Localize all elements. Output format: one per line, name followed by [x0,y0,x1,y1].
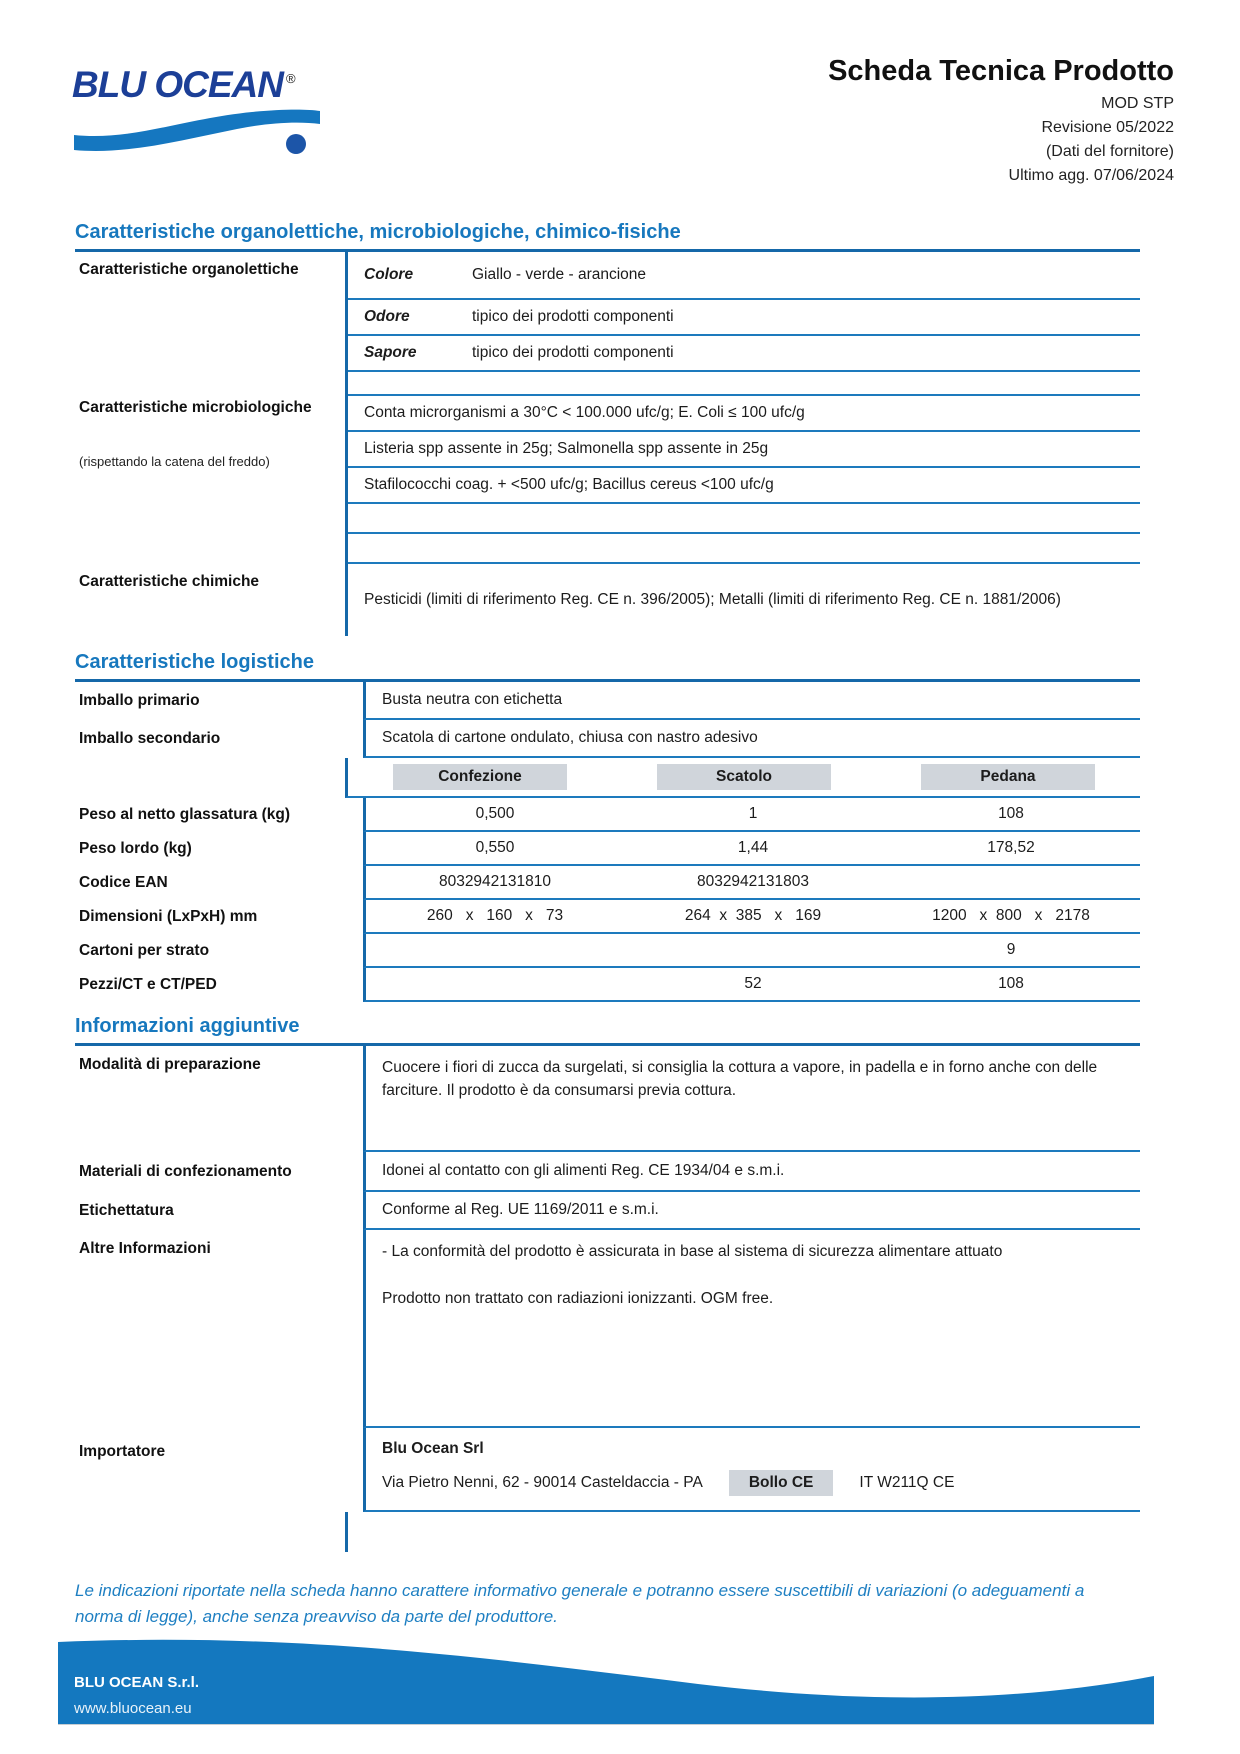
cell-pedana: 108 [998,975,1024,992]
registered-trademark-icon: ® [285,71,295,86]
table-row-materiali [75,1152,1140,1192]
importer-address-line [366,1470,1140,1496]
row-group-label-organolettiche: Caratteristiche organolettiche [79,261,299,278]
footer-wave-icon [58,1632,1154,1724]
column-header-pedana: Pedana [921,764,1095,790]
document-body [75,220,1140,1631]
table-row-dimensioni [75,900,1140,934]
cell-scatolo: 264 x 385 x 169 [684,907,822,924]
table-row-empty [75,1512,1140,1552]
row-value-cell [363,682,1140,720]
row-label: Imballo primario [79,691,200,709]
logo-wave-icon [72,105,324,157]
row-label: Altre Informazioni [79,1240,211,1257]
page-title: Scheda Tecnica Prodotto [828,55,1174,87]
bollo-ce-badge: Bollo CE [729,1470,834,1496]
column-header-confezione: Confezione [393,764,567,790]
table-row-imballo-secondario [75,720,1140,758]
table-row-sapore [348,336,1140,372]
table-row-pezzi-ct [75,968,1140,1002]
section-heading-organolettiche: Caratteristiche organolettiche, microbiologiche, chimico-fisiche [75,221,681,243]
row-label: Dimensioni (LxPxH) mm [79,907,258,925]
cell-scatolo: 1,44 [737,839,769,856]
logo-text: BLU OCEAN [72,64,283,105]
footer-divider [58,1724,1154,1725]
row-value: Conta microrganismi a 30°C < 100.000 ufc/g; E. Coli ≤ 100 ufc/g [364,404,805,421]
row-label: Importatore [79,1443,166,1460]
table-row-etichettatura [75,1192,1140,1230]
cell-pedana: 1200 x 800 x 2178 [932,907,1090,924]
organoleptic-table [75,252,1140,636]
row-label: Odore [364,308,410,325]
row-value: Conforme al Reg. UE 1169/2011 e s.m.i. [382,1201,659,1218]
doc-supplier-data: (Dati del fornitore) [1045,142,1174,160]
doc-last-update: Ultimo agg. 07/06/2024 [1008,166,1174,184]
cell-confezione: 0,500 [475,805,515,822]
column-header-slot [876,764,1140,790]
table-row-empty [348,504,1140,534]
logo-wordmark [72,66,332,103]
section-heading-logistiche: Caratteristiche logistiche [75,651,314,673]
cell-scatolo: 8032942131803 [696,873,810,890]
row-label: Codice EAN [79,873,168,891]
cell-pedana: 9 [1006,941,1016,958]
table-row-importatore [75,1428,1140,1512]
row-values-cell [363,968,1140,1002]
table-row-colore [348,252,1140,300]
row-value: Giallo - verde - arancione [472,266,647,283]
cell-pedana: 178,52 [987,839,1035,856]
cell-confezione: 8032942131810 [438,873,552,890]
table-row-cartoni-per-strato [75,934,1140,968]
row-value-cell [363,1046,1140,1152]
row-value-cell [363,1192,1140,1230]
row-value-conformita: - La conformità del prodotto è assicurata in base al sistema di sicurezza alimentare attuato [382,1243,1003,1260]
footer-band [58,1632,1154,1724]
table-row-conta-microrganismi [348,396,1140,432]
row-values-cell [363,900,1140,934]
row-value-cell [363,1230,1140,1428]
row-label: Imballo secondario [79,729,221,747]
footer-website[interactable]: www.bluocean.eu [74,1700,192,1717]
row-value-cell [363,1152,1140,1192]
table-row-peso-netto [75,798,1140,832]
cell-scatolo: 52 [744,975,762,992]
row-label-empty [75,1512,345,1552]
row-value: tipico dei prodotti componenti [472,344,674,361]
table-row-peso-lordo [75,832,1140,866]
column-header-slot [348,764,612,790]
row-value-cell [345,1512,1140,1552]
row-label: Cartoni per strato [79,941,210,959]
table-row-empty [348,372,1140,396]
title-block [828,56,1174,188]
table-row-imballo-primario [75,682,1140,720]
row-values-cell [363,866,1140,900]
table-right-column [345,252,1140,636]
importer-company: Blu Ocean Srl [382,1440,484,1457]
importer-address: Via Pietro Nenni, 62 - 90014 Casteldaccia - PA [382,1474,703,1491]
cell-scatolo: 1 [748,805,758,822]
document-header [0,0,1240,212]
row-label: Peso lordo (kg) [79,839,192,857]
row-value-cell [363,720,1140,758]
logistics-table [75,682,1140,1002]
table-row-odore [348,300,1140,336]
column-headers-cell [345,758,1140,798]
row-value: Stafilococchi coag. + <500 ufc/g; Bacillus cereus <100 ufc/g [364,476,774,493]
table-row-altre-informazioni [75,1230,1140,1428]
row-values-cell [363,832,1140,866]
row-value: Pesticidi (limiti di riferimento Reg. CE n. 396/2005); Metalli (limiti di riferimento Reg. CE n. 1881/2006) [364,590,1061,608]
table-header-row [75,758,1140,798]
row-values-cell [363,798,1140,832]
row-value: Listeria spp assente in 25g; Salmonella spp assente in 25g [364,440,769,457]
blu-ocean-logo [72,66,332,157]
table-row-pesticidi [348,564,1140,636]
row-value-cell [363,1428,1140,1512]
section-heading-informazioni: Informazioni aggiuntive [75,1015,300,1037]
table-row-listeria-salmonella [348,432,1140,468]
row-label: Etichettatura [79,1201,174,1219]
table-row-codice-ean [75,866,1140,900]
table-row-preparazione [75,1046,1140,1152]
row-label: Peso al netto glassatura (kg) [79,805,291,823]
cell-pedana: 108 [998,805,1024,822]
table-left-column [75,252,345,636]
row-label: Modalità di preparazione [79,1056,261,1073]
row-value: Scatola di cartone ondulato, chiusa con nastro adesivo [382,729,758,746]
row-value: Cuocere i fiori di zucca da surgelati, si consiglia la cottura a vapore, in padella e in forno anche con delle farciture. Il prodotto è da consumarsi previa cottura. [382,1059,1098,1100]
table-row-stafilococchi [348,468,1140,504]
row-value: Busta neutra con etichetta [382,691,563,708]
row-label: Pezzi/CT e CT/PED [79,975,217,993]
additional-info-table [75,1046,1140,1552]
row-value-ogm-free: Prodotto non trattato con radiazioni ionizzanti. OGM free. [382,1290,774,1308]
cell-confezione: 260 x 160 x 73 [426,907,564,924]
column-header-scatolo: Scatolo [657,764,831,790]
row-label: Colore [364,266,414,283]
row-label: Sapore [364,344,417,361]
row-group-label-chimiche: Caratteristiche chimiche [79,573,260,590]
bollo-ce-code: IT W211Q CE [859,1474,955,1491]
row-values-cell [363,934,1140,968]
column-header-slot [612,764,876,790]
row-value: Idonei al contatto con gli alimenti Reg. CE 1934/04 e s.m.i. [382,1162,785,1179]
row-label-empty [75,758,345,798]
footer-company: BLU OCEAN S.r.l. [74,1674,200,1691]
disclaimer-text: Le indicazioni riportate nella scheda hanno carattere informativo generale e potranno essere suscettibili di variazioni (o adeguamenti a norma di legge), anche senza preavviso da parte del produttore. [75,1581,1085,1627]
table-row-empty [348,534,1140,564]
doc-model: MOD STP [1101,94,1174,112]
cell-confezione: 0,550 [475,839,515,856]
row-label: Materiali di confezionamento [79,1162,292,1180]
row-group-label-microbiologiche: Caratteristiche microbiologiche [79,399,312,416]
cold-chain-note: (rispettando la catena del freddo) [79,454,270,469]
doc-revision: Revisione 05/2022 [1041,118,1174,136]
row-value: tipico dei prodotti componenti [472,308,674,325]
